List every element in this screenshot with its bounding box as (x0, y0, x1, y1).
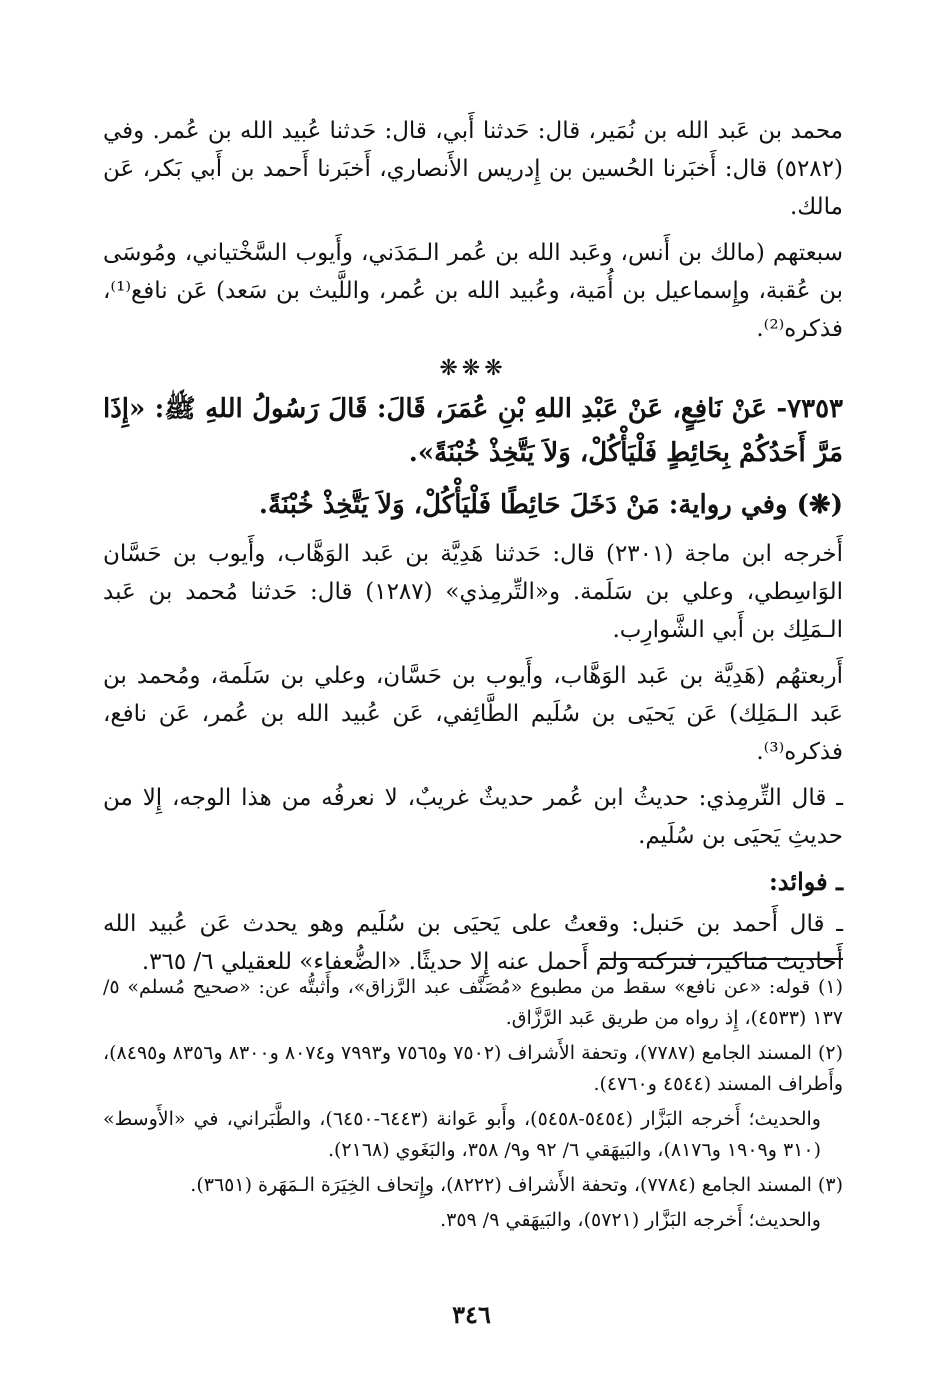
footnote-1: (١) قوله: «عن نافع» سقط من مطبوع «مُصَنَّف عبد الرَّزاق»، وأَثبتُّه عن: «صحيح مُسلم» ٥/ ١٣٧ (٤٥٣٣)، إِذ رواه من طريق عَبد الرَّزَّاق. (103, 976, 843, 1029)
footnote-2-continuation: والحديث؛ أَخرجه البَزَّار (٥٤٥٤-٥٤٥٨)، وأَبو عَوانة (٦٤٤٣-٦٤٥٠)، والطَّبَراني، في «الأَوسط» (٣١٠ و١٩٠٩ و٨١٧٦)، والبَيهَقي ٦/ ٩٢ و٩/ ٣٥٨، والبَغَوي (٢١٦٨). (103, 1108, 821, 1161)
paragraph-1: محمد بن عَبد الله بن نُمَير، قال: حَدثنا أَبي، قال: حَدثنا عُبيد الله بن عُمر. وفي (٥٢٨٢) قال: أَخبَرنا الحُسين بن إِدريس الأَنصاري، أَخبَرنا أَحمد بن أَبي بَكر، عَن مالك. (103, 118, 843, 220)
footnote-3: (٣) المسند الجامع (٧٧٨٤)، وتحفة الأَشراف (٨٢٢٢)، وإِتحاف الخِيَرَة الـمَهَرة (٣٦٥١). (190, 1174, 843, 1196)
footnote-divider (600, 958, 843, 960)
footnote-2: (٢) المسند الجامع (٧٧٨٧)، وتحفة الأَشراف (٧٥٠٢ و٧٥٦٥ و٧٩٩٣ و٨٠٧٤ و٨٣٠٠ و٨٣٥٦ و٨٤٩٥)، وأَطراف المسند (٤٥٤٤ و٤٧٦٠). (103, 1042, 844, 1095)
paragraph-4: أَربعتهُم (هَدِيَّة بن عَبد الوَهَّاب، وأَيوب بن حَسَّان، وعلي بن سَلَمة، ومُحمد بن عَبد الـمَلِك) عَن يَحيَى بن سُلَيم الطَّائِفي، عَن عُبيد الله بن عُمر، عَن نافع، فذكره⁽³⁾. (103, 663, 843, 765)
paragraph-5: ـ قال التِّرمِذي: حديثُ ابن عُمر حديثٌ غريبٌ، لا نعرفُه من هذا الوجه، إِلا من حديثِ يَحيَى بن سُلَيم. (103, 785, 843, 849)
page-number: ٣٤٦ (452, 1300, 491, 1329)
section-separator-stars: ❋❋❋ (439, 356, 507, 381)
paragraph-3: أَخرجه ابن ماجة (٢٣٠١) قال: حَدثنا هَدِيَّة بن عَبد الوَهَّاب، وأَيوب بن حَسَّان الوَاسِطي، وعلي بن سَلَمة. و«التِّرمِذي» (١٢٨٧) قال: حَدثنا مُحمد بن عَبد الـمَلِك بن أَبي الشَّوارِب. (103, 541, 843, 643)
fawaid-heading: ـ فوائد: (768, 867, 843, 896)
footnote-3-continuation: والحديث؛ أَخرجه البَزَّار (٥٧٢١)، والبَيهَقي ٩/ ٣٥٩. (440, 1209, 821, 1231)
paragraph-6: ـ قال أَحمد بن حَنبل: وقعتُ على يَحيَى بن سُلَيم وهو يحدث عَن عُبيد الله أَحاديث مَناكير، فتركته ولم أَحمل عنه إِلا حديثًا. «الضُّعفاء» للعقيلي ٦/ ٣٦٥. (103, 911, 843, 975)
hadith-variant-text: (❋) وفي رواية: مَنْ دَخَلَ حَائِطًا فَلْيَأْكُلْ، وَلاَ يَتَّخِذْ خُبْنَةً. (258, 490, 843, 520)
paragraph-2: سبعتهم (مالك بن أَنس، وعَبد الله بن عُمر الـمَدَني، وأَيوب السَّخْتياني، ومُوسَى بن عُقبة، وإِسماعيل بن أُمَية، وعُبيد الله بن عُمر، واللَّيث بن سَعد) عَن نافع⁽¹⁾، فذكره⁽²⁾. (103, 240, 843, 342)
main-text (103, 112, 843, 989)
footnotes-section (103, 972, 843, 1240)
hadith-main-text: ٧٣٥٣- عَنْ نَافِعٍ، عَنْ عَبْدِ اللهِ بْنِ عُمَرَ، قَالَ: قَالَ رَسُولُ اللهِ ﷺ: «إِذَا مَرَّ أَحَدُكُمْ بِحَائِطٍ فَلْيَأْكُلْ، وَلاَ يَتَّخِذْ خُبْنَةً». (103, 394, 843, 468)
